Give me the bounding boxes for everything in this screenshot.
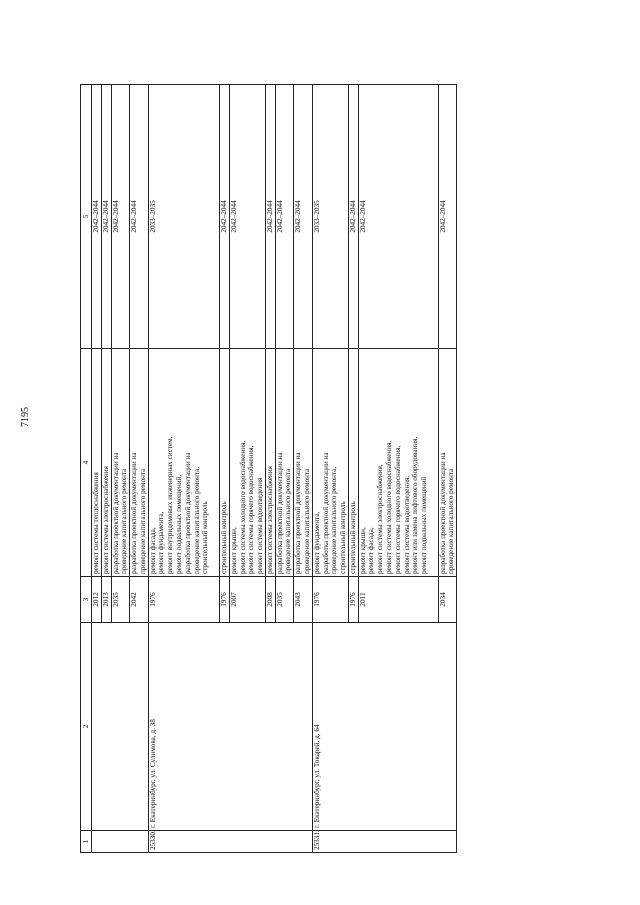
works-cell — [348, 349, 358, 577]
row-number-cell: 25330. — [148, 831, 312, 853]
work-line: разработка проектной документации на — [321, 452, 330, 574]
work-line: ремонт внутридомовых инженерных систем, — [166, 436, 175, 574]
table-body — [81, 85, 457, 853]
work-line: ремонт подвальных помещений — [420, 476, 429, 574]
work-line: ремонт системы водоотведения — [256, 477, 265, 574]
work-line: ремонт фундамента, — [157, 511, 166, 574]
works-cell — [111, 349, 130, 577]
capital-repair-table — [80, 84, 457, 853]
rotated-page — [80, 85, 562, 853]
work-line: ремонт системы водоотведения, — [402, 475, 411, 574]
work-line: строительный контроль — [219, 501, 228, 574]
works-cell — [294, 349, 313, 577]
work-line: ремонт системы горячего водоснабжения, — [393, 445, 402, 574]
work-line: ремонт системы холодного водоснабжения, — [238, 440, 247, 574]
work-line: ремонт системы электроснабжения — [101, 466, 110, 574]
address-cell — [92, 623, 149, 831]
work-line: ремонт фасада, — [367, 527, 376, 574]
work-line: ремонт системы горячего водоснабжения, — [247, 445, 256, 574]
row-number-cell: 25331. — [312, 831, 457, 853]
table-row — [312, 85, 348, 853]
period-cell: 2042–2044 — [348, 85, 358, 349]
work-line: строительный контроль — [339, 501, 348, 574]
year-cell: 1976 — [312, 577, 348, 623]
year-cell: 2042 — [130, 577, 149, 623]
period-cell: 2042–2044 — [92, 85, 102, 349]
work-line: проведение капитального ремонта — [447, 468, 456, 574]
header-cell: 3 — [81, 577, 92, 623]
table-row — [92, 85, 102, 853]
period-cell: 2042–2044 — [229, 85, 265, 349]
year-cell: 2034 — [438, 577, 457, 623]
year-cell: 2008 — [265, 577, 275, 623]
year-cell: 1976 — [219, 577, 229, 623]
work-line — [210, 351, 219, 574]
year-cell: 2011 — [358, 577, 438, 623]
work-line: разработка проектной документации на — [111, 452, 120, 574]
work-line: ремонт подвальных помещений, — [175, 474, 184, 574]
works-cell — [229, 349, 265, 577]
year-cell: 2012 — [92, 577, 102, 623]
year-cell: 2035 — [275, 577, 294, 623]
work-line: проведение капитального ремонта — [284, 468, 293, 574]
table-row — [148, 85, 219, 853]
year-cell: 1976 — [148, 577, 219, 623]
period-cell: 2042–2044 — [265, 85, 275, 349]
header-cell: 1 — [81, 831, 92, 853]
works-cell — [312, 349, 348, 577]
work-line: ремонт фундамента, — [312, 511, 321, 574]
work-line: проведение капитального ремонта — [138, 468, 147, 574]
work-line: ремонт или замена лифтового оборудования, — [411, 436, 420, 574]
year-cell: 2013 — [101, 577, 111, 623]
work-line: ремонт системы электроснабжения, — [376, 464, 385, 574]
header-cell: 4 — [81, 349, 92, 577]
work-line: проведение капитального ремонта, — [330, 466, 339, 574]
work-line: ремонт крыши, — [358, 527, 367, 574]
header-cell: 5 — [81, 85, 92, 349]
work-line: строительный контроль — [348, 501, 357, 574]
work-line: разработка проектной документации на — [130, 452, 139, 574]
work-line: проведение капитального ремонта — [302, 468, 311, 574]
row-number-cell — [92, 831, 149, 853]
works-cell — [358, 349, 438, 577]
year-cell: 2035 — [111, 577, 130, 623]
work-line: проведение капитального ремонта — [120, 468, 129, 574]
work-line: проведение капитального ремонта, — [192, 466, 201, 574]
header-cell: 2 — [81, 623, 92, 831]
address-cell: г. Екатеринбург, ул. Сулимова, д. 38 — [148, 623, 312, 831]
period-cell: 2042–2044 — [101, 85, 111, 349]
works-cell — [275, 349, 294, 577]
work-line: ремонт системы электроснабжения — [265, 466, 274, 574]
work-line: ремонт системы холодного водоснабжения, — [385, 440, 393, 574]
period-cell: 2033–2035 — [148, 85, 219, 349]
work-line: разработка проектной документации на — [294, 452, 303, 574]
works-cell — [130, 349, 149, 577]
work-line: строительный контроль — [201, 501, 210, 574]
work-line — [429, 351, 438, 574]
year-cell: 2007 — [229, 577, 265, 623]
works-cell — [101, 349, 111, 577]
period-cell: 2042–2044 — [111, 85, 130, 349]
work-line: ремонт фасада, — [148, 527, 157, 574]
works-cell — [265, 349, 275, 577]
year-cell: 1976 — [348, 577, 358, 623]
work-line: ремонт крыши, — [229, 527, 238, 574]
period-cell: 2042–2044 — [130, 85, 149, 349]
works-cell — [219, 349, 229, 577]
header-row — [81, 85, 92, 853]
work-line: разработка проектной документации на — [438, 452, 447, 574]
works-cell — [92, 349, 102, 577]
work-line: разработка проектной документации на — [275, 452, 284, 574]
period-cell: 2042–2044 — [438, 85, 457, 349]
period-cell: 2033–2035 — [312, 85, 348, 349]
period-cell: 2042–2044 — [294, 85, 313, 349]
work-line: ремонт системы теплоснабжения — [92, 472, 100, 574]
address-cell: г. Екатеринбург, ул. Токарей, д. 64 — [312, 623, 457, 831]
period-cell: 2042–2044 — [219, 85, 229, 349]
year-cell: 2043 — [294, 577, 313, 623]
works-cell — [438, 349, 457, 577]
period-cell: 2042–2044 — [358, 85, 438, 349]
work-line: разработка проектной документации на — [183, 452, 192, 574]
page-number: 7195 — [20, 407, 31, 427]
period-cell: 2042–2044 — [275, 85, 294, 349]
works-cell — [148, 349, 219, 577]
